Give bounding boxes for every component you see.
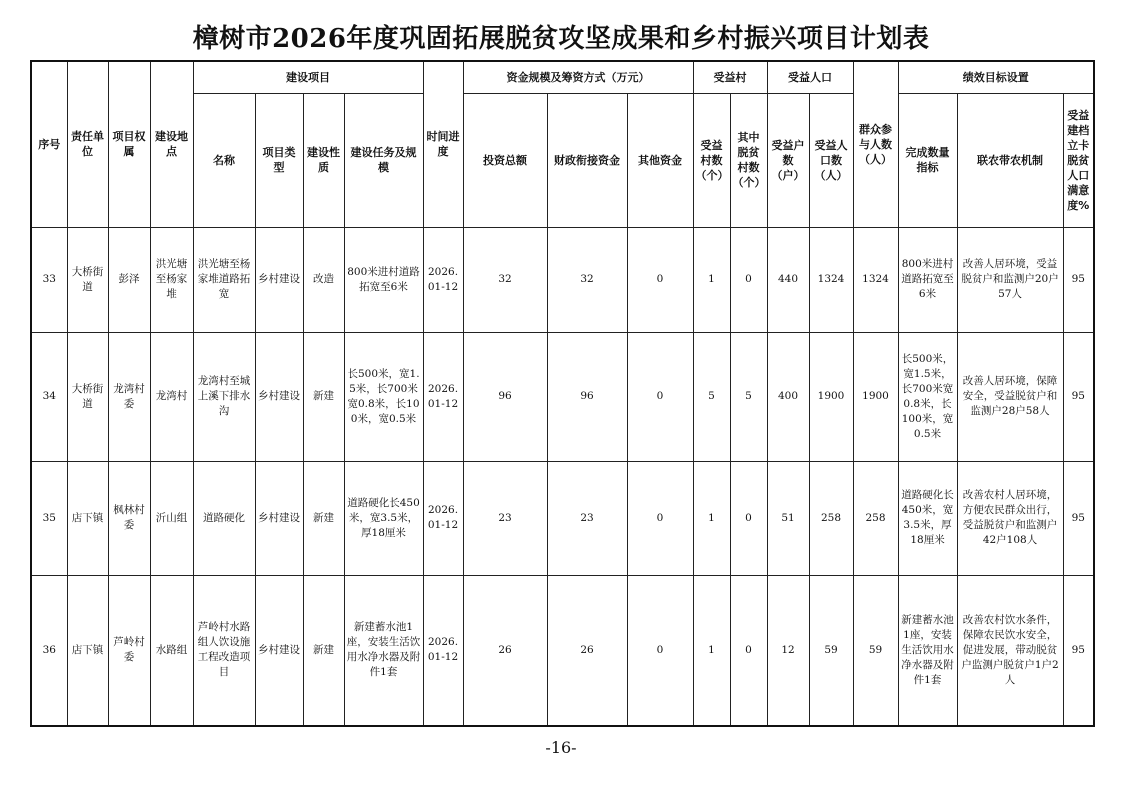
cell-poor-villages: 5 (730, 332, 767, 461)
table-row (31, 227, 1094, 332)
col-other: 其他资金 (627, 93, 693, 227)
cell-participants: 59 (853, 575, 898, 726)
cell-other: 0 (627, 461, 693, 575)
cell-seq: 34 (31, 332, 67, 461)
cell-nature: 新建 (303, 332, 344, 461)
cell-output: 长500米，宽1.5米，长700米宽0.8米，长100米，宽0.5米 (898, 332, 957, 461)
col-fiscal: 财政衔接资金 (547, 93, 627, 227)
col-mechanism: 联农带农机制 (957, 93, 1063, 227)
col-group-population: 受益人口 (767, 61, 853, 93)
cell-name: 龙湾村至城上溪下排水沟 (193, 332, 255, 461)
cell-fiscal: 96 (547, 332, 627, 461)
cell-participants: 1324 (853, 227, 898, 332)
cell-other: 0 (627, 575, 693, 726)
cell-unit: 店下镇 (67, 575, 108, 726)
col-location: 建设地点 (150, 61, 193, 227)
cell-satisfaction: 95 (1063, 461, 1094, 575)
cell-villages: 1 (693, 461, 730, 575)
cell-satisfaction: 95 (1063, 575, 1094, 726)
cell-type: 乡村建设 (255, 461, 303, 575)
cell-schedule: 2026.01-12 (423, 575, 463, 726)
cell-seq: 35 (31, 461, 67, 575)
cell-task: 新建蓄水池1座，安装生活饮用水净水器及附件1套 (344, 575, 423, 726)
cell-owner: 芦岭村委 (108, 575, 150, 726)
cell-output: 新建蓄水池1座，安装生活饮用水净水器及附件1套 (898, 575, 957, 726)
col-task: 建设任务及规模 (344, 93, 423, 227)
cell-mechanism: 改善人居环境，保障安全，受益脱贫户和监测户28户58人 (957, 332, 1063, 461)
cell-task: 长500米，宽1.5米，长700米宽0.8米，长100米，宽0.5米 (344, 332, 423, 461)
cell-satisfaction: 95 (1063, 227, 1094, 332)
col-output: 完成数量指标 (898, 93, 957, 227)
cell-participants: 1900 (853, 332, 898, 461)
col-poor-villages: 其中脱贫村数（个） (730, 93, 767, 227)
table-row (31, 461, 1094, 575)
cell-seq: 33 (31, 227, 67, 332)
col-ownership: 项目权属 (108, 61, 150, 227)
cell-output: 800米进村道路拓宽至6米 (898, 227, 957, 332)
cell-owner: 彭泽 (108, 227, 150, 332)
cell-total: 32 (463, 227, 547, 332)
cell-location: 水路组 (150, 575, 193, 726)
cell-name: 道路硬化 (193, 461, 255, 575)
cell-schedule: 2026.01-12 (423, 332, 463, 461)
cell-total: 96 (463, 332, 547, 461)
cell-name: 芦岭村水路组人饮设施工程改造项目 (193, 575, 255, 726)
col-total: 投资总额 (463, 93, 547, 227)
page-number: -16- (545, 738, 577, 757)
col-group-project: 建设项目 (193, 61, 423, 93)
cell-schedule: 2026.01-12 (423, 461, 463, 575)
cell-name: 洪光塘至杨家堆道路拓宽 (193, 227, 255, 332)
cell-fiscal: 32 (547, 227, 627, 332)
cell-location: 沂山组 (150, 461, 193, 575)
cell-fiscal: 26 (547, 575, 627, 726)
page-title: 樟树市2026年度巩固拓展脱贫攻坚成果和乡村振兴项目计划表 (192, 24, 930, 54)
cell-type: 乡村建设 (255, 575, 303, 726)
col-group-villages: 受益村 (693, 61, 767, 93)
cell-people: 1900 (809, 332, 853, 461)
cell-task: 800米进村道路拓宽至6米 (344, 227, 423, 332)
col-villages: 受益村数（个） (693, 93, 730, 227)
cell-owner: 枫林村委 (108, 461, 150, 575)
cell-households: 51 (767, 461, 809, 575)
cell-fiscal: 23 (547, 461, 627, 575)
cell-output: 道路硬化长450米，宽3.5米，厚18厘米 (898, 461, 957, 575)
col-people: 受益人口数（人） (809, 93, 853, 227)
cell-poor-villages: 0 (730, 227, 767, 332)
cell-location: 洪光塘至杨家堆 (150, 227, 193, 332)
cell-other: 0 (627, 227, 693, 332)
cell-households: 12 (767, 575, 809, 726)
col-nature: 建设性质 (303, 93, 344, 227)
cell-participants: 258 (853, 461, 898, 575)
cell-task: 道路硬化长450米，宽3.5米，厚18厘米 (344, 461, 423, 575)
cell-unit: 店下镇 (67, 461, 108, 575)
table-header (31, 61, 1094, 227)
cell-villages: 1 (693, 575, 730, 726)
cell-households: 440 (767, 227, 809, 332)
col-schedule: 时间进度 (423, 61, 463, 227)
cell-poor-villages: 0 (730, 461, 767, 575)
project-plan-table (30, 60, 1095, 727)
cell-households: 400 (767, 332, 809, 461)
col-resp-unit: 责任单位 (67, 61, 108, 227)
cell-type: 乡村建设 (255, 332, 303, 461)
cell-villages: 1 (693, 227, 730, 332)
cell-other: 0 (627, 332, 693, 461)
cell-unit: 大桥街道 (67, 332, 108, 461)
col-households: 受益户数（户） (767, 93, 809, 227)
cell-schedule: 2026.01-12 (423, 227, 463, 332)
cell-poor-villages: 0 (730, 575, 767, 726)
cell-nature: 改造 (303, 227, 344, 332)
cell-type: 乡村建设 (255, 227, 303, 332)
col-seq: 序号 (31, 61, 67, 227)
cell-people: 59 (809, 575, 853, 726)
table-row (31, 575, 1094, 726)
col-group-performance: 绩效目标设置 (898, 61, 1094, 93)
cell-total: 23 (463, 461, 547, 575)
cell-villages: 5 (693, 332, 730, 461)
cell-nature: 新建 (303, 575, 344, 726)
col-type: 项目类型 (255, 93, 303, 227)
cell-location: 龙湾村 (150, 332, 193, 461)
cell-mechanism: 改善农村饮水条件，保障农民饮水安全，促进发展，带动脱贫户监测户脱贫户1户2人 (957, 575, 1063, 726)
table-row (31, 332, 1094, 461)
cell-seq: 36 (31, 575, 67, 726)
cell-people: 258 (809, 461, 853, 575)
cell-satisfaction: 95 (1063, 332, 1094, 461)
cell-nature: 新建 (303, 461, 344, 575)
col-group-funds: 资金规模及筹资方式（万元） (463, 61, 693, 93)
cell-unit: 大桥街道 (67, 227, 108, 332)
cell-total: 26 (463, 575, 547, 726)
cell-mechanism: 改善农村人居环境，方便农民群众出行，受益脱贫户和监测户42户108人 (957, 461, 1063, 575)
col-participants: 群众参与人数（人） (853, 61, 898, 227)
col-satisfaction: 受益建档立卡脱贫人口满意度% (1063, 93, 1094, 227)
cell-mechanism: 改善人居环境，受益脱贫户和监测户20户57人 (957, 227, 1063, 332)
cell-people: 1324 (809, 227, 853, 332)
col-name: 名称 (193, 93, 255, 227)
cell-owner: 龙湾村委 (108, 332, 150, 461)
